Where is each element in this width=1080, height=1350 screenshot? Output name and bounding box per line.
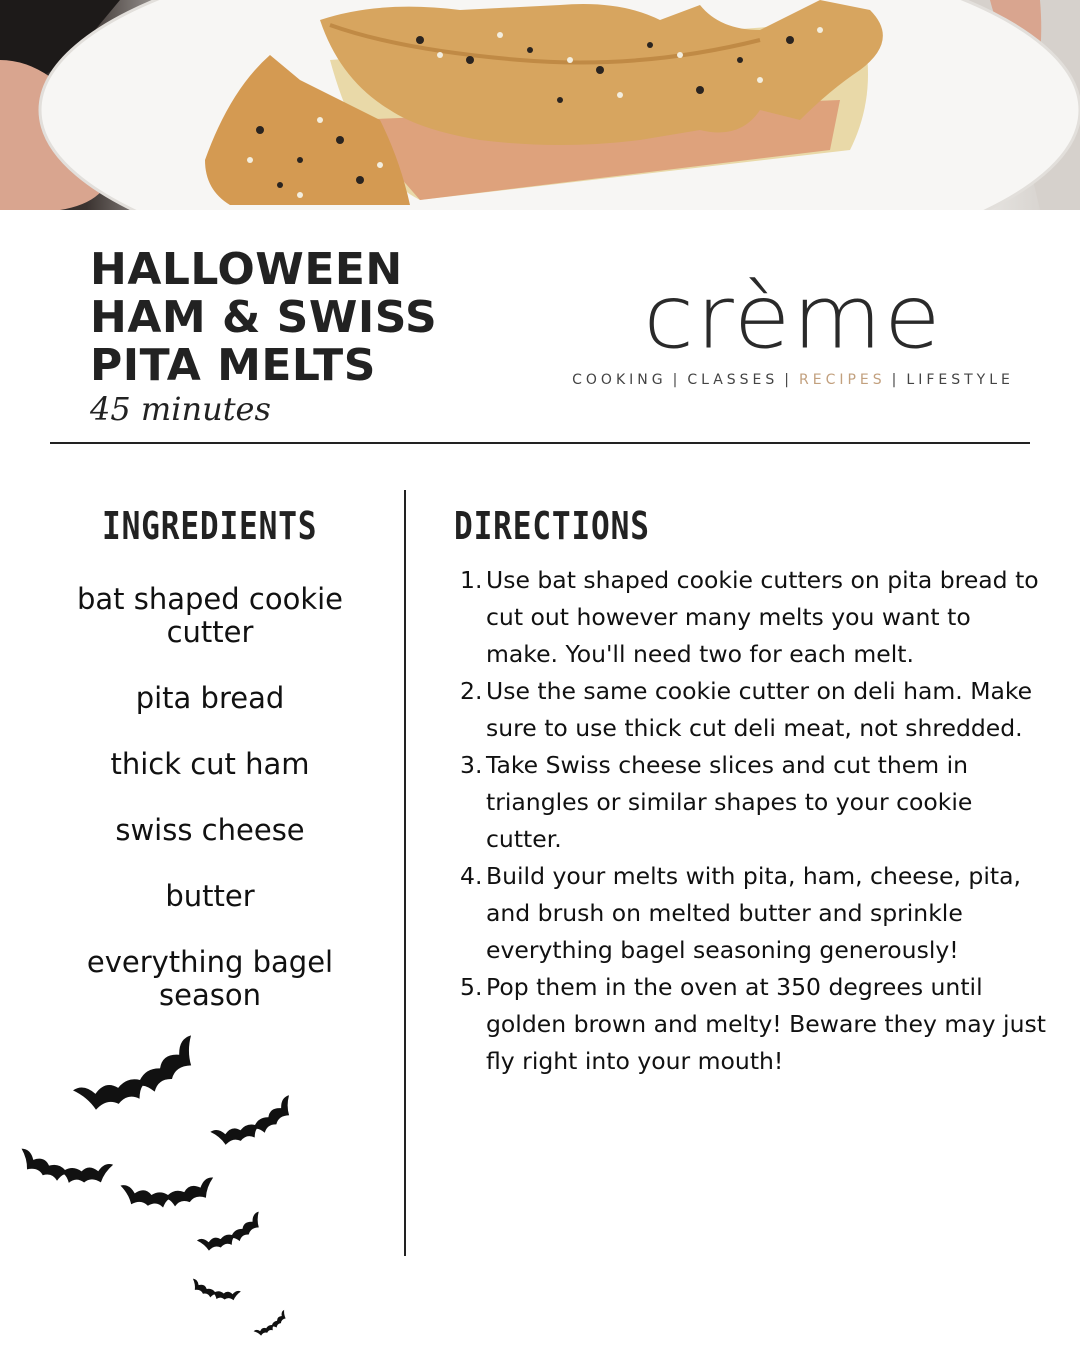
step-text: Take Swiss cheese slices and cut them in triangles or similar shapes to your cookie cutter.	[486, 751, 973, 853]
ingredient-item: butter	[165, 879, 255, 913]
food-photo	[0, 0, 1080, 210]
bat-icon	[73, 1035, 206, 1123]
recipe-title	[90, 246, 437, 390]
header-divider	[50, 442, 1030, 444]
direction-step	[460, 747, 1046, 858]
directions-list	[460, 562, 1046, 1080]
step-text: Pop them in the oven at 350 degrees until golden brown and melty! Beware they may just fly right into your mouth!	[486, 973, 1046, 1075]
tagline-item: CLASSES	[687, 372, 779, 388]
direction-step	[460, 562, 1046, 673]
bat-icon	[210, 1095, 299, 1153]
creme-logo	[548, 266, 1038, 388]
cook-time: 45 minutes	[90, 390, 271, 428]
ingredient-item: pita bread	[135, 681, 285, 715]
title-line: HAM & SWISS	[90, 292, 438, 343]
bat-icon	[189, 1279, 240, 1305]
step-text: Build your melts with pita, ham, cheese, pita, and brush on melted butter and sprinkle everything bagel seasoning generously!	[486, 862, 1021, 964]
bat-icon	[120, 1177, 215, 1211]
step-number: 1.	[460, 566, 483, 594]
column-divider	[404, 490, 406, 1256]
ingredient-item: thick cut ham	[110, 747, 310, 781]
flying-bats-icon	[0, 1020, 320, 1350]
step-number: 5.	[460, 973, 483, 1001]
step-text: Use bat shaped cookie cutters on pita bread to cut out however many melts you want to make. You'll need two for each melt.	[486, 566, 1039, 668]
title-line: PITA MELTS	[90, 340, 376, 391]
step-number: 4.	[460, 862, 483, 890]
bat-icon	[17, 1148, 113, 1189]
ingredient-item: bat shaped cookie cutter	[76, 582, 344, 649]
direction-step	[460, 969, 1046, 1080]
ingredient-item: everything bagel season	[86, 945, 334, 1012]
step-number: 2.	[460, 677, 483, 705]
pita-melts-illustration	[0, 0, 1080, 210]
bat-icon	[197, 1211, 267, 1257]
ingredients-heading: INGREDIENTS	[102, 504, 318, 548]
bat-icon	[254, 1310, 290, 1340]
tagline-item: COOKING	[572, 372, 667, 388]
directions-heading: DIRECTIONS	[454, 504, 650, 548]
step-text: Use the same cookie cutter on deli ham. Make sure to use thick cut deli meat, not shredded.	[486, 677, 1033, 742]
tagline-item-accent: RECIPES	[799, 372, 886, 388]
step-number: 3.	[460, 751, 483, 779]
ingredients-list	[40, 583, 380, 1045]
direction-step	[460, 858, 1046, 969]
title-line: HALLOWEEN	[90, 244, 403, 295]
tagline-item: LIFESTYLE	[906, 372, 1014, 388]
ingredient-item: swiss cheese	[115, 813, 305, 847]
logo-tagline: COOKING | CLASSES | RECIPES | LIFESTYLE	[572, 372, 1014, 388]
logo-wordmark: crème	[643, 266, 943, 369]
direction-step	[460, 673, 1046, 747]
